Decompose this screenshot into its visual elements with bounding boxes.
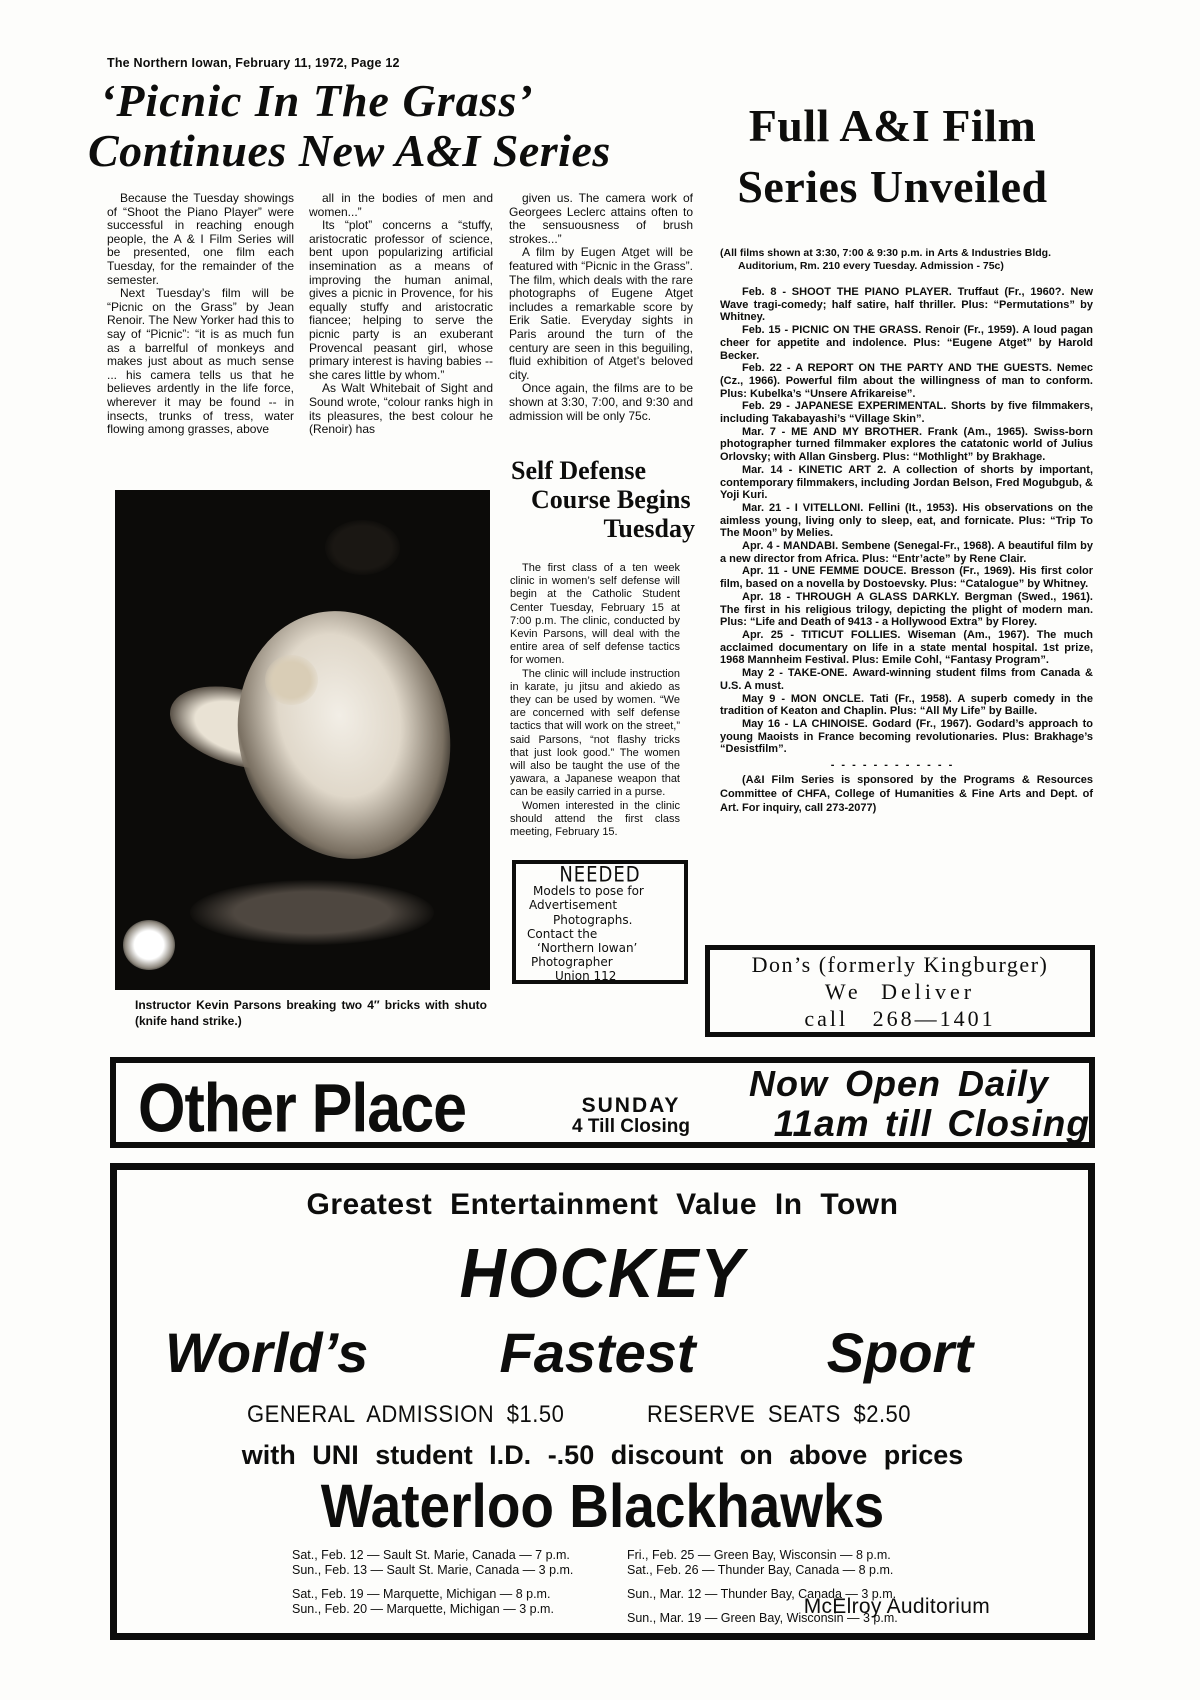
hockey-team-name: Waterloo Blackhawks <box>320 1471 885 1541</box>
hockey-student-discount: with UNI student I.D. -.50 discount on above prices <box>241 1440 964 1470</box>
dons-ad-we-deliver: We Deliver <box>824 978 976 1004</box>
other-place-sunday-label: SUNDAY <box>581 1094 681 1117</box>
hockey-subtitle-word1: World’s <box>165 1321 369 1384</box>
photo-gi-shape <box>212 588 476 881</box>
dons-ad-phone: call 268—1401 <box>804 1005 996 1031</box>
hockey-subtitle <box>165 1320 973 1385</box>
other-place-sunday-hours <box>546 1095 716 1137</box>
hockey-tagline: Greatest Entertainment Value In Town <box>306 1188 899 1221</box>
needed-ad-lines: Models to pose for Advertisement Photographs. Contact the ‘Northern Iowan’ Photographer Union 112 <box>527 884 644 984</box>
self-defense-headline-line3: Tuesday <box>603 514 695 543</box>
picnic-article-column-1: Because the Tuesday showings of “Shoot the Piano Player” were successful in reaching enough people, the A & I Film Series will be presented, one film each Tuesday, for the remainder of the semester. Next Tuesday’s film will be “Picnic on the Grass” by Jean Renoir. The New Yorker had this to say of “Picnic”: “it is as much fun as a barrelful of monkeys and makes just about as much sense ... his camera tells us that he believes ardently in the life force, wherever it may be found -- in insects, trunks of tress, water flowing among grasses, above <box>107 191 294 437</box>
hockey-subtitle-word2: Fastest <box>499 1321 696 1384</box>
film-series-headline <box>690 95 1095 217</box>
film-series-sponsor-note: (A&I Film Series is sponsored by the Programs & Resources Committee of CHFA, College of Humanities & Fine Arts and Dept. of Art. For inquiry, call 273-2077) <box>720 774 1093 814</box>
photo-highlight-shape <box>123 920 176 970</box>
needed-models-ad <box>512 860 688 984</box>
film-series-list: Feb. 8 - SHOOT THE PIANO PLAYER. Truffaut (Fr., 1960?. New Wave tragi-comedy; half satire, half thriller. Plus: “Permutations” by Whitney. Feb. 15 - PICNIC ON THE GRASS. Renoir (Fr., 1959). A loud pagan cheer for appetite and indolence. Plus: “Eugene Atget” by Harold Becker. Feb. 22 - A REPORT ON THE PARTY AND THE GUESTS. Nemec (Cz., 1966). Powerful film about the willingness of man to conform. Plus: Kubelka’s “Unsere Afrikareise”. Feb. 29 - JAPANESE EXPERIMENTAL. Shorts by five filmmakers, including Takabayashi’s “Village Skin”. Mar. 7 - ME AND MY BROTHER. Frank (Am., 1965). Swiss-born photographer turned filmmaker explores the catatonic world of Julius Orlovsky; with Allan Ginsberg. Plus: “Mothlight” by Brakhage. Mar. 14 - KINETIC ART 2. A collection of shorts by important, contemporary filmmakers, including Jordan Belson, Fred Mogubgub, & Yoji Kuri. Mar. 21 - I VITELLONI. Fellini (It., 1953). His observations on the aimless young, living only to sleep, eat, and fornicate. Plus: “Trip To The Moon” by Melies. Apr. 4 - MANDABI. Sembene (Senegal-Fr., 1968). A beautiful film by a new director from Africa. Plus: “Entr’acte” by Rene Clair. Apr. 11 - UNE FEMME DOUCE. Bresson (Fr., 1969). His first color film, based on a novella by Dostoevsky. Plus: “Catalogue” by Whitney. Apr. 18 - THROUGH A GLASS DARKLY. Bergman (Swed., 1961). The first in his religious trilogy, depicting the plight of modern man. Plus: “Life and Death of 9413 - a Hollywood Extra” by Florey. Apr. 25 - TITICUT FOLLIES. Wiseman (Am., 1967). The much acclaimed documentary on life in a state mental hospital. 1st prize, 1968 Mannheim Festival. Plus: Emile Cohl, “Fantasy Program”. May 2 - TAKE-ONE. Award-winning student films from Canada & U.S. A must. May 9 - MON ONCLE. Tati (Fr., 1958). A superb comedy in the tradition of Keaton and Chaplin. Plus: “All My Life” by Baille. May 16 - LA CHINOISE. Godard (Fr., 1967). Godard’s approach to young Maoists in France becoming revolutionaries. Plus: Brakhage’s “Desistfilm”. <box>720 286 1094 756</box>
hockey-title: HOCKEY <box>459 1234 746 1312</box>
picnic-article-column-3: given us. The camera work of Georgees Leclerc attains often to the sensuousness of brush strokes...” A film by Eugen Atget will be featured with “Picnic in the Grass”. The film, which deals with the rare photographs of Eugene Atget includes a remarkable score by Erik Satie. Everyday sights in Paris around the turn of the century are seen in this beguiling, fluid exhibition of Atget’s beloved city. Once again, the films are to be shown at 3:30, 7:00, and 9:30 and admission will be only 75c. <box>509 191 693 423</box>
self-defense-headline-line2: Course Begins <box>531 485 691 514</box>
other-place-ad <box>110 1057 1095 1148</box>
film-series-separator: - - - - - - - - - - - - <box>830 759 955 772</box>
hockey-schedule-right: Fri., Feb. 25 — Green Bay, Wisconsin — 8 p.m. Sat., Feb. 26 — Thunder Bay, Canada — 8 p.m. Sun., Mar. 12 — Thunder Bay, Canada — 3 p.m. Sun., Mar. 19 — Green Bay, Wisconsin — 3 p.m. <box>627 1548 898 1625</box>
self-defense-headline <box>505 456 701 543</box>
photo-face-shape <box>321 545 400 630</box>
dons-ad-name: Don’s (formerly Kingburger) <box>751 951 1049 977</box>
karate-instructor-photo <box>115 490 490 990</box>
dons-delivery-ad <box>705 945 1095 1037</box>
other-place-open-hours <box>708 1065 1090 1144</box>
hockey-ad <box>110 1163 1095 1640</box>
hockey-schedule-left: Sat., Feb. 12 — Sault St. Marie, Canada — 7 p.m. Sun., Feb. 13 — Sault St. Marie, Canada — 3 p.m. Sat., Feb. 19 — Marquette, Michigan — 8 p.m. Sun., Feb. 20 — Marquette, Michigan — 3 p.m. <box>292 1548 574 1616</box>
picnic-headline-line1: ‘Picnic In The Grass’ <box>100 75 534 126</box>
film-series-column <box>690 95 1095 815</box>
other-place-name: Other Place <box>138 1070 467 1147</box>
picnic-article-column-2: all in the bodies of men and women...” Its “plot” concerns a “stuffy, aristocratic professor of science, bent upon popularizing artificial insemination as a means of improving the human animal, gives a picnic in Provence, for his equally stuffy and aristocratic fiancee; helping to serve the picnic party is an exuberant Provencal peasant girl, whose primary interest is having babies -- she cares little by whom.” As Walt Whitebait of Sight and Sound wrote, “colour ranks high in its pleasures, the best colour he (Renoir) has <box>309 191 493 437</box>
picnic-headline-line2: Continues New A&I Series <box>88 125 611 176</box>
film-series-headline-line1: Full A&I Film <box>748 100 1037 151</box>
photo-bricks-shape <box>190 880 434 945</box>
hockey-venue: McElroy Auditorium <box>803 1595 990 1618</box>
other-place-sunday-time: 4 Till Closing <box>572 1116 690 1138</box>
hockey-subtitle-word3: Sport <box>826 1321 973 1384</box>
hockey-reserve-seats: RESERVE SEATS $2.50 <box>647 1400 912 1428</box>
hockey-general-admission: GENERAL ADMISSION $1.50 <box>247 1400 565 1428</box>
film-series-headline-line2: Series Unveiled <box>737 161 1048 212</box>
needed-ad-title: NEEDED <box>559 862 641 888</box>
self-defense-article-body: The first class of a ten week clinic in women’s self defense will begin at the Catholic Student Center Tuesday, February 15 at 7:00 p.m. The clinic, conducted by Kevin Parsons, will deal with the entire area of self defense tactics for women. The clinic will include instruction in karate, ju jitsu and akiedo as they can be used by women. “We are concerned with self defense tactics that will work on the street,” said Parsons, “not flashy tricks that just look good.” The women will also be taught the use of the yawara, a Japanese weapon that can be easily carried in a purse. Women interested in the clinic should attend the first class meeting, February 15. <box>510 562 680 839</box>
photo-hand-shape <box>265 655 318 705</box>
self-defense-headline-line1: Self Defense <box>511 456 647 485</box>
film-series-showtimes-note: (All films shown at 3:30, 7:00 & 9:30 p.m. in Arts & Industries Bldg. Auditorium, Rm. 210 every Tuesday. Admission - 75c) <box>720 247 1052 272</box>
photo-caption: Instructor Kevin Parsons breaking two 4″ bricks with shuto (knife hand strike.) <box>135 998 487 1028</box>
other-place-open-line1: Now Open Daily <box>748 1063 1050 1104</box>
masthead: The Northern Iowan, February 11, 1972, Page 12 <box>107 56 400 70</box>
other-place-open-line2: 11am till Closing <box>773 1102 1090 1144</box>
